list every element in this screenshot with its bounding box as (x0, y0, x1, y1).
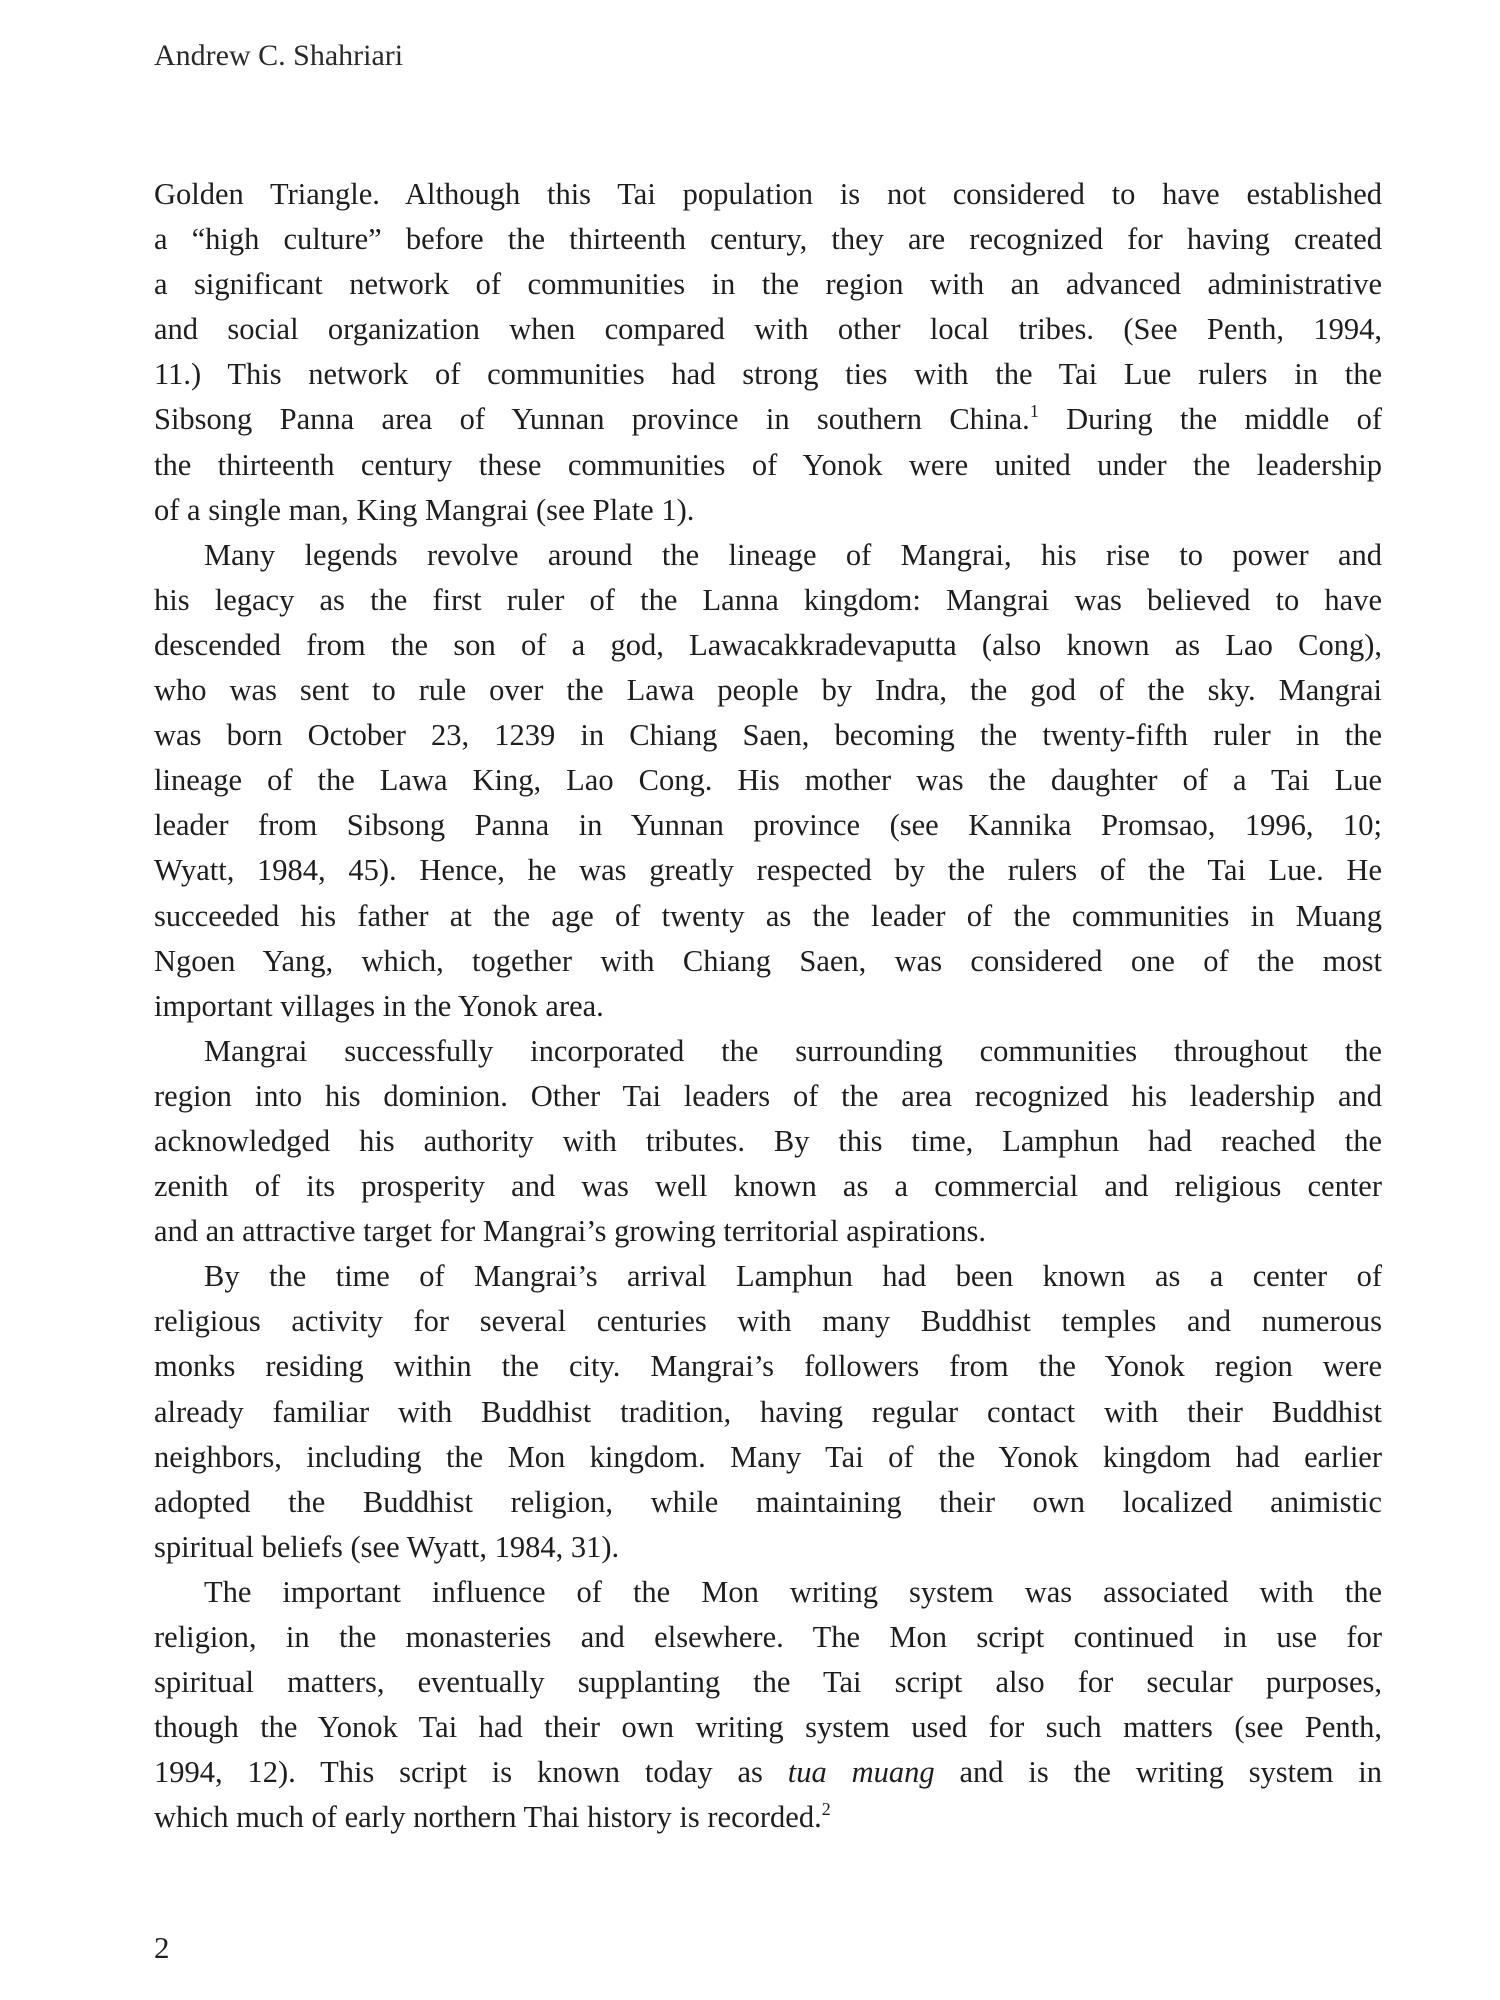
text-line (154, 443, 1382, 488)
text-run: religious activity for several centuries with many Buddhist temples and numerous (154, 1304, 1382, 1339)
text-run: was born October 23, 1239 in Chiang Saen, becoming the twenty-fifth ruler in the (154, 718, 1382, 753)
text-run: Sibsong Panna area of Yunnan province in southern China. (154, 402, 1030, 437)
running-head-author: Andrew C. Shahriari (154, 39, 404, 72)
text-run: his legacy as the first ruler of the Lanna kingdom: Mangrai was believed to have (154, 582, 1382, 617)
text-run: spiritual matters, eventually supplanting the Tai script also for secular purposes, (154, 1665, 1382, 1700)
text-run: descended from the son of a god, Lawacakkradevaputta (also known as Lao Cong), (154, 627, 1382, 662)
text-line (154, 1435, 1382, 1480)
text-line (154, 262, 1382, 307)
text-line (154, 1344, 1382, 1389)
text-line (154, 1525, 1382, 1570)
text-line (154, 758, 1382, 803)
text-line (154, 1750, 1382, 1795)
text-line (154, 307, 1382, 352)
text-line (154, 397, 1382, 442)
text-run: monks residing within the city. Mangrai’s followers from the Yonok region were (154, 1349, 1382, 1384)
text-line (154, 1074, 1382, 1119)
text-run: lineage of the Lawa King, Lao Cong. His mother was the daughter of a Tai Lue (154, 763, 1382, 798)
text-line (154, 533, 1382, 578)
text-line (154, 1029, 1382, 1074)
body-text (154, 172, 1382, 1840)
text-line (154, 488, 1382, 533)
text-line (154, 352, 1382, 397)
text-line (154, 939, 1382, 984)
text-run: zenith of its prosperity and was well known as a commercial and religious center (154, 1169, 1382, 1204)
text-run: spiritual beliefs (see Wyatt, 1984, 31). (154, 1529, 620, 1564)
paragraph (154, 533, 1382, 1029)
text-run: Many legends revolve around the lineage of Mangrai, his rise to power and (204, 537, 1382, 572)
text-line (154, 1570, 1382, 1615)
text-line (154, 803, 1382, 848)
text-line (154, 894, 1382, 939)
text-line (154, 1480, 1382, 1525)
text-run: and is the writing system in (934, 1755, 1382, 1790)
text-run: which much of early northern Thai history is recorded. (154, 1800, 822, 1835)
text-run: Wyatt, 1984, 45). Hence, he was greatly respected by the rulers of the Tai Lue. He (154, 853, 1382, 888)
text-run: and an attractive target for Mangrai’s growing territorial aspirations. (154, 1214, 986, 1249)
text-run: succeeded his father at the age of twenty as the leader of the communities in Muang (154, 898, 1382, 933)
text-line (154, 1660, 1382, 1705)
text-line (154, 1705, 1382, 1750)
footnote-marker: 1 (1029, 401, 1039, 422)
text-line (154, 1795, 1382, 1840)
page-number: 2 (154, 1930, 170, 1965)
text-run: By the time of Mangrai’s arrival Lamphun had been known as a center of (204, 1259, 1382, 1294)
text-run: who was sent to rule over the Lawa people by Indra, the god of the sky. Mangrai (154, 673, 1382, 708)
italic-term: tua muang (787, 1755, 935, 1790)
text-run: a significant network of communities in the region with an advanced administrative (154, 267, 1382, 302)
text-run: though the Yonok Tai had their own writing system used for such matters (see Penth, (154, 1710, 1382, 1745)
footnote-marker: 2 (821, 1799, 831, 1820)
text-run: Ngoen Yang, which, together with Chiang Saen, was considered one of the most (154, 943, 1382, 978)
text-run: 1994, 12). This script is known today as (154, 1755, 788, 1790)
text-run: religion, in the monasteries and elsewhere. The Mon script continued in use for (154, 1620, 1382, 1654)
text-run: the thirteenth century these communities of Yonok were united under the leadership (154, 447, 1382, 482)
text-run: region into his dominion. Other Tai leaders of the area recognized his leadership and (154, 1078, 1382, 1113)
text-line (154, 713, 1382, 758)
text-line (154, 848, 1382, 893)
text-run: 11.) This network of communities had strong ties with the Tai Lue rulers in the (154, 357, 1382, 392)
text-run: important villages in the Yonok area. (154, 988, 604, 1023)
text-run: adopted the Buddhist religion, while maintaining their own localized animistic (154, 1484, 1382, 1519)
text-run: already familiar with Buddhist tradition, having regular contact with their Buddhist (154, 1394, 1382, 1429)
text-line (154, 578, 1382, 623)
text-line (154, 172, 1382, 217)
text-run: a “high culture” before the thirteenth century, they are recognized for having created (154, 222, 1382, 257)
text-run: acknowledged his authority with tributes. By this time, Lamphun had reached the (154, 1123, 1382, 1158)
text-line (154, 217, 1382, 262)
text-line (154, 1209, 1382, 1254)
text-line (154, 623, 1382, 668)
text-run: Mangrai successfully incorporated the surrounding communities throughout the (204, 1033, 1382, 1068)
text-run: and social organization when compared with other local tribes. (See Penth, 1994, (154, 312, 1382, 347)
text-run: of a single man, King Mangrai (see Plate 1). (154, 492, 695, 527)
text-run: The important influence of the Mon writing system was associated with the (204, 1574, 1382, 1609)
paragraph (154, 1029, 1382, 1254)
text-run: During the middle of (1038, 402, 1382, 437)
paragraph (154, 172, 1382, 533)
text-line (154, 1615, 1382, 1660)
text-run: leader from Sibsong Panna in Yunnan province (see Kannika Promsao, 1996, 10; (154, 808, 1382, 843)
text-line (154, 1119, 1382, 1164)
text-line (154, 1164, 1382, 1209)
text-run: Golden Triangle. Although this Tai population is not considered to have established (154, 177, 1382, 211)
text-line (154, 984, 1382, 1029)
text-line (154, 1299, 1382, 1344)
text-line (154, 1390, 1382, 1435)
paragraph (154, 1570, 1382, 1841)
text-run: neighbors, including the Mon kingdom. Many Tai of the Yonok kingdom had earlier (154, 1439, 1382, 1474)
paragraph (154, 1254, 1382, 1570)
text-line (154, 1254, 1382, 1299)
text-line (154, 668, 1382, 713)
